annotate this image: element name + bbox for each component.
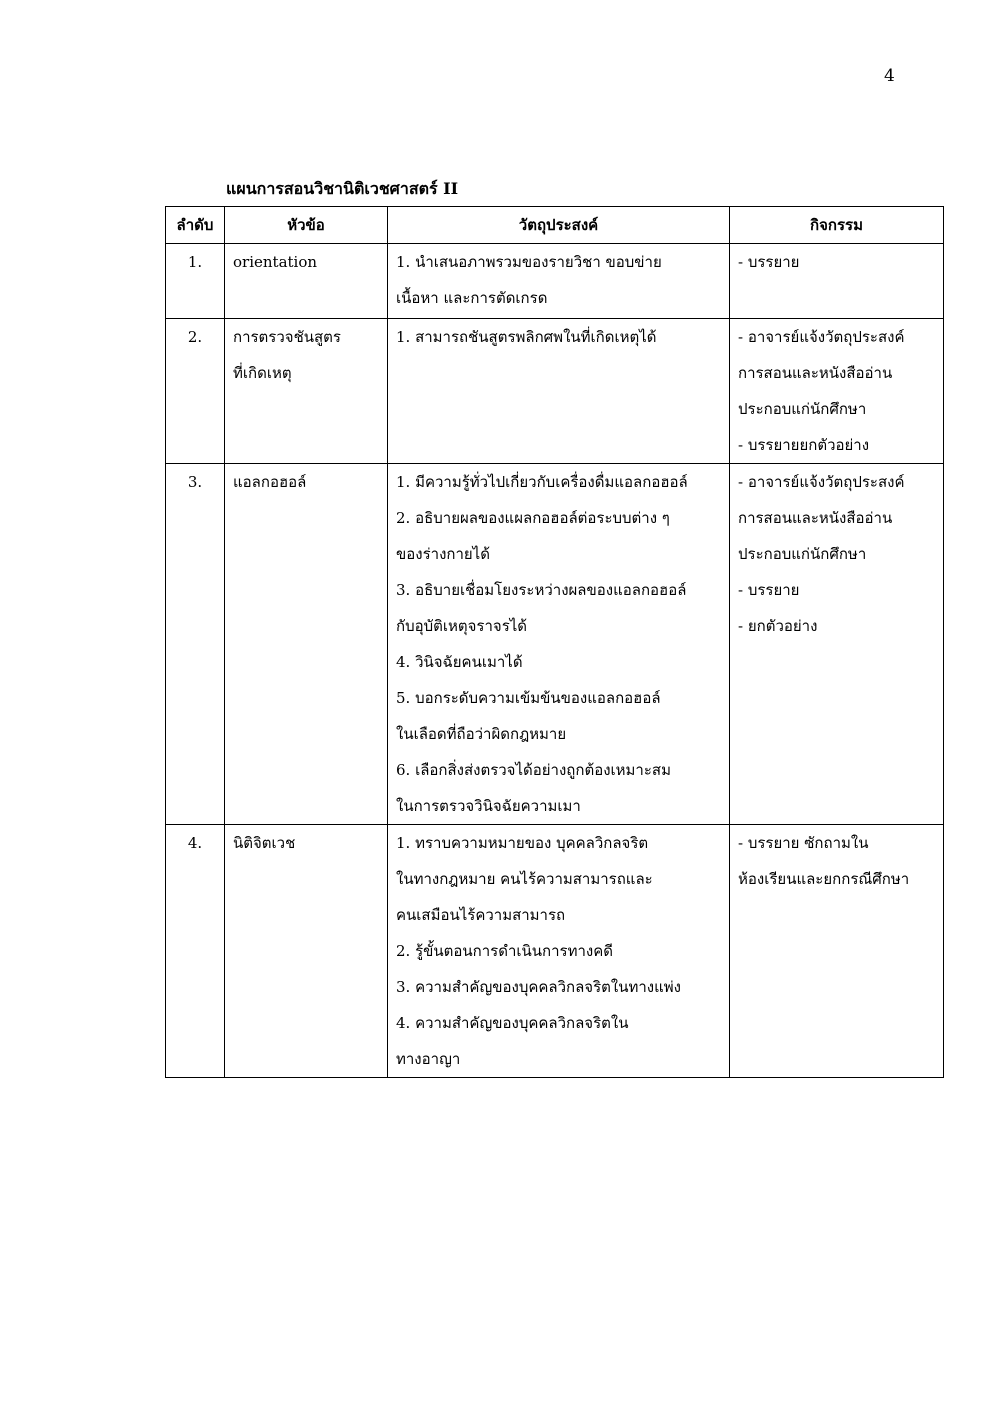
objective-line: 2. อธิบายผลของแผลกอฮอล์ต่อระบบต่าง ๆ <box>396 509 670 527</box>
activity-line: การสอนและหนังสืออ่าน <box>738 509 893 527</box>
row-number: 3. <box>166 464 225 825</box>
activity-line: ประกอบแก่นักศึกษา <box>738 400 867 418</box>
objective-line: ในเลือดที่ถือว่าผิดกฎหมาย <box>396 725 567 743</box>
topic-line: การตรวจชันสูตร <box>233 328 341 346</box>
activity-line: ประกอบแก่นักศึกษา <box>738 545 867 563</box>
table-row <box>166 319 944 464</box>
objective-line: 4. ความสำคัญของบุคคลวิกลจริตใน <box>396 1014 629 1032</box>
objective-line: 1. นำเสนอภาพรวมของรายวิชา ขอบข่าย <box>396 253 662 271</box>
header-activities: กิจกรรม <box>730 207 944 244</box>
objective-line: คนเสมือนไร้ความสามารถ <box>396 906 566 924</box>
header-number: ลำดับ <box>166 207 225 244</box>
row-number: 2. <box>166 319 225 464</box>
topic-line: นิติจิตเวช <box>233 834 296 852</box>
row-objectives <box>388 464 730 825</box>
row-objectives <box>388 825 730 1078</box>
header-objectives: วัตถุประสงค์ <box>388 207 730 244</box>
objective-line: 2. รู้ขั้นตอนการดำเนินการทางคดี <box>396 942 613 960</box>
row-topic <box>225 825 388 1078</box>
row-objectives <box>388 319 730 464</box>
row-number: 4. <box>166 825 225 1078</box>
row-activities <box>730 825 944 1078</box>
activity-line: - ยกตัวอย่าง <box>738 617 818 635</box>
objective-line: 5. บอกระดับความเข้มข้นของแอลกอฮอล์ <box>396 689 661 707</box>
objective-line: ทางอาญา <box>396 1050 461 1068</box>
activity-line: - อาจารย์แจ้งวัตถุประสงค์ <box>738 473 905 491</box>
activity-line: ห้องเรียนและยกกรณีศึกษา <box>738 870 910 888</box>
page-number: 4 <box>884 66 895 86</box>
table-row <box>166 464 944 825</box>
activity-line: - บรรยายยกตัวอย่าง <box>738 436 870 454</box>
objective-line: 1. มีความรู้ทั่วไปเกี่ยวกับเครื่องดื่มแอลกอฮอล์ <box>396 473 688 491</box>
topic-line: orientation <box>233 253 318 271</box>
row-activities <box>730 244 944 319</box>
row-topic <box>225 244 388 319</box>
objective-line: 3. ความสำคัญของบุคคลวิกลจริตในทางแพ่ง <box>396 978 681 996</box>
row-activities <box>730 464 944 825</box>
row-topic <box>225 464 388 825</box>
objective-line: 1. ทราบความหมายของ บุคคลวิกลจริต <box>396 834 649 852</box>
row-activities <box>730 319 944 464</box>
activity-line: - บรรยาย <box>738 581 800 599</box>
objective-line: 4. วินิจฉัยคนเมาได้ <box>396 653 523 671</box>
objective-line: 3. อธิบายเชื่อมโยงระหว่างผลของแอลกอฮอล์ <box>396 581 687 599</box>
row-topic <box>225 319 388 464</box>
objective-line: ของร่างกายได้ <box>396 545 490 563</box>
document-title: แผนการสอนวิชานิติเวชศาสตร์ II <box>226 179 459 198</box>
objective-line: เนื้อหา และการตัดเกรด <box>396 289 548 307</box>
activity-line: - อาจารย์แจ้งวัตถุประสงค์ <box>738 328 905 346</box>
objective-line: 1. สามารถชันสูตรพลิกศพในที่เกิดเหตุได้ <box>396 328 657 346</box>
objective-line: กับอุบัติเหตุจราจรได้ <box>396 617 528 635</box>
activity-line: - บรรยาย <box>738 253 800 271</box>
topic-line: แอลกอฮอล์ <box>233 473 307 491</box>
objective-line: 6. เลือกสิ่งส่งตรวจได้อย่างถูกต้องเหมาะสม <box>396 761 671 779</box>
activity-line: - บรรยาย ซักถามใน <box>738 834 869 852</box>
header-topic: หัวข้อ <box>225 207 388 244</box>
teaching-plan-table <box>165 206 944 1078</box>
objective-line: ในทางกฎหมาย คนไร้ความสามารถและ <box>396 870 653 888</box>
row-number: 1. <box>166 244 225 319</box>
table-header-row <box>166 207 944 244</box>
row-objectives <box>388 244 730 319</box>
table-row <box>166 825 944 1078</box>
table-row <box>166 244 944 319</box>
topic-line: ที่เกิดเหตุ <box>233 364 292 382</box>
objective-line: ในการตรวจวินิจฉัยความเมา <box>396 797 581 815</box>
activity-line: การสอนและหนังสืออ่าน <box>738 364 893 382</box>
